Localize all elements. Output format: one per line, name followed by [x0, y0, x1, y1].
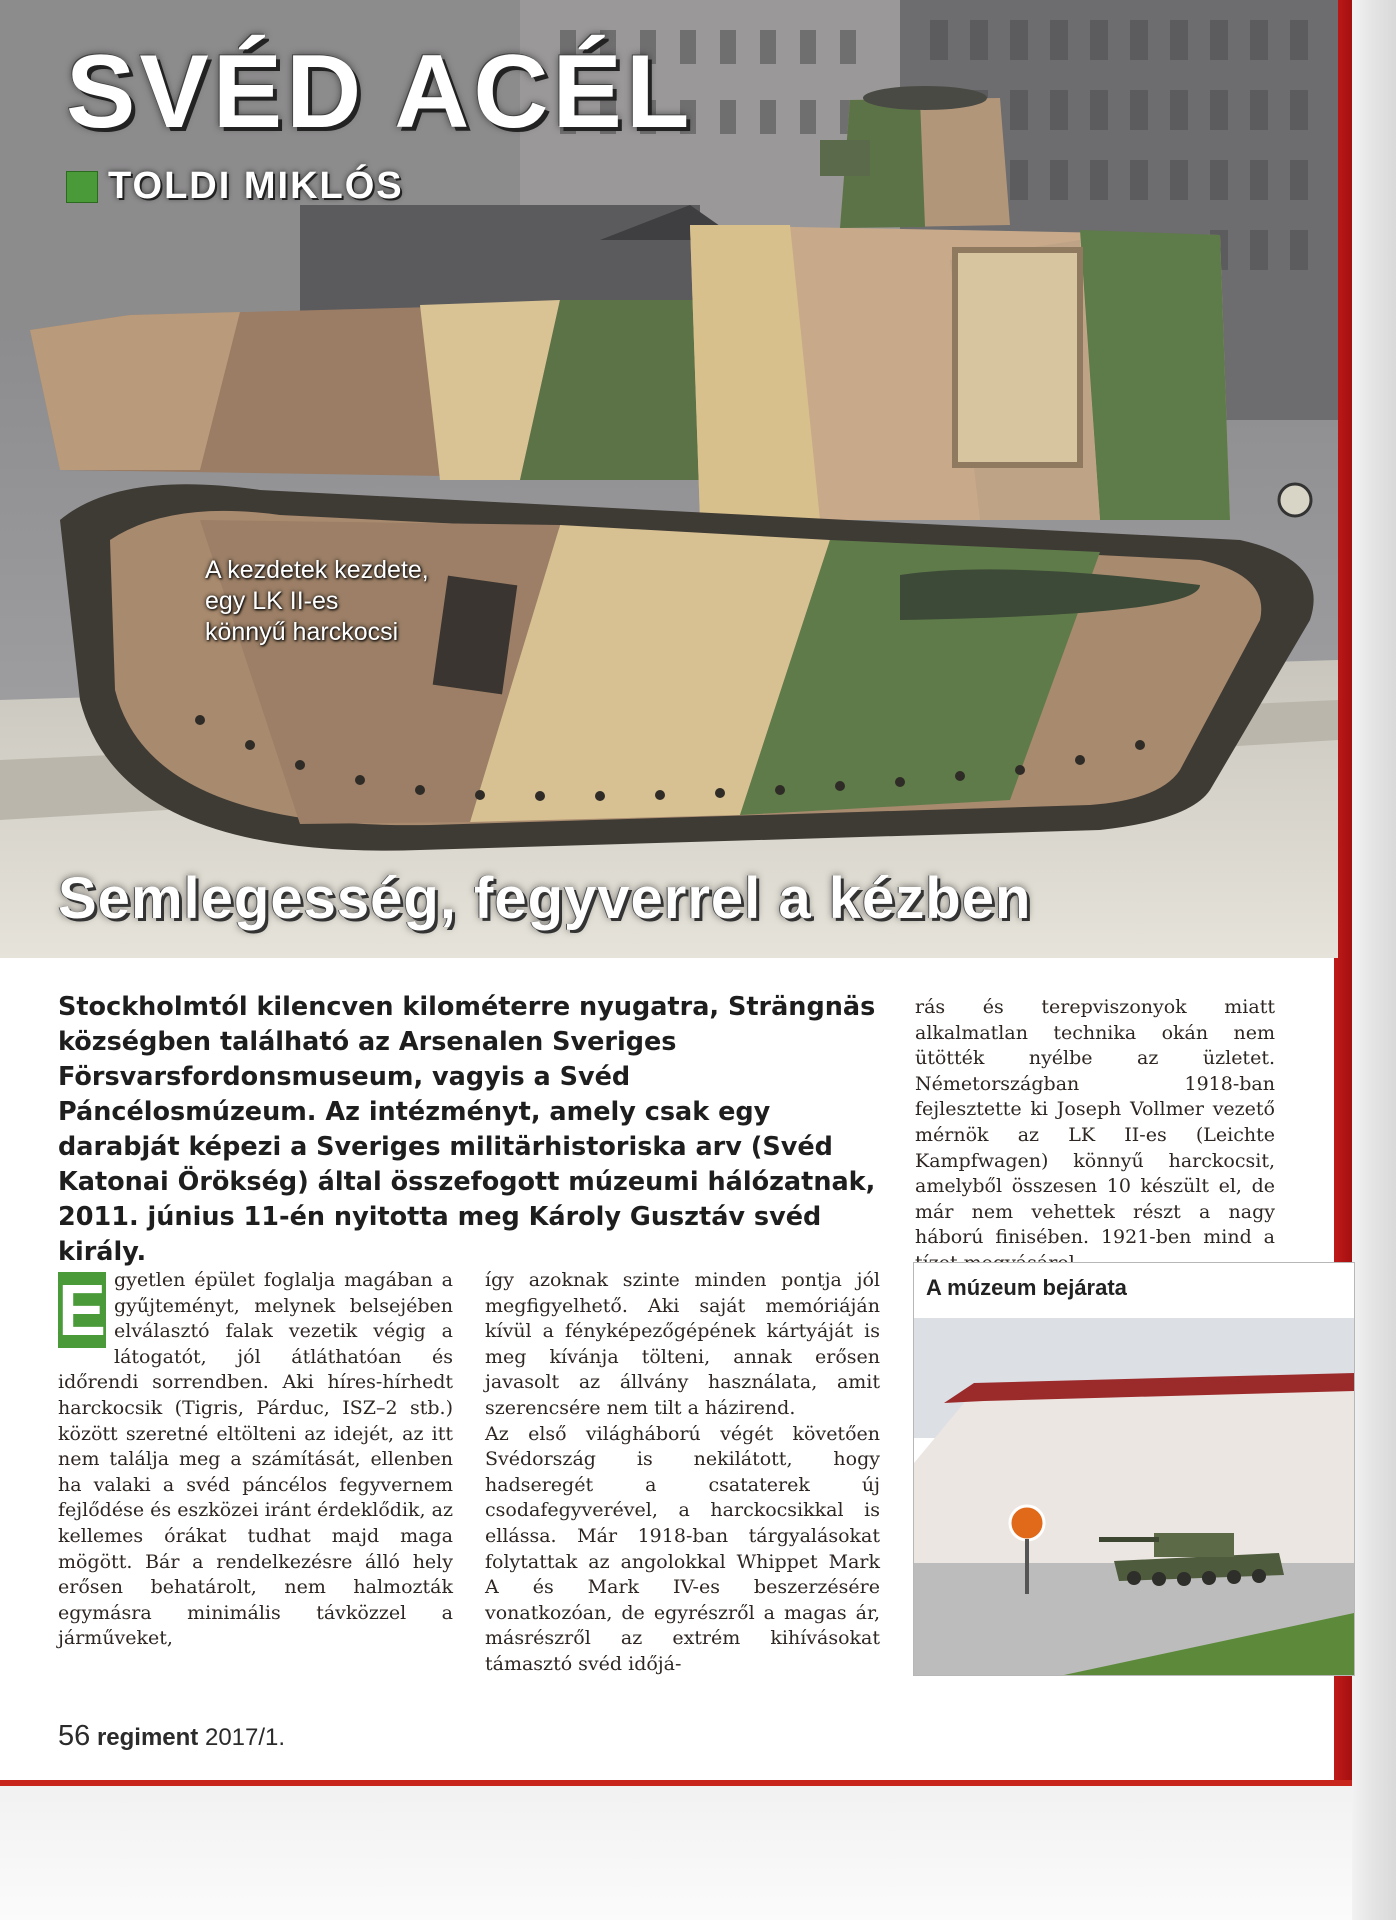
photo-caption: A kezdetek kezdete, egy LK II-es könnyű harckocsi — [205, 556, 429, 646]
body-column-1 — [58, 1268, 453, 1652]
author-marker-square — [66, 171, 98, 203]
museum-entrance-photo — [913, 1262, 1355, 1676]
inset-photo-title: A múzeum bejárata — [926, 1275, 1127, 1300]
page-number: 56 — [58, 1720, 91, 1752]
body-column-2-paragraph-2: Az első világháború végét követően Svédország is nekilátott, hogy hadseregét a csataterek új csodafegyverével, a harckocsikkal is ellássa. Már 1918-ban tárgyalásokat folytattak az angolokkal Whippet Mark A és Mark IV-es beszerzésére vonatkozóan, de egyrészről a magas ár, másrészről az extrém kihívásokat támasztó svéd időjá- — [485, 1422, 880, 1675]
author-name: TOLDI MIKLÓS — [108, 165, 404, 207]
page-footer — [58, 1720, 285, 1753]
lead-paragraph: Stockholmtól kilencven kilométerre nyugatra, Strängnäs községben található az Arsenalen Sveriges Försvarsfordonsmuseum, vagyis a Svéd Páncélosmúzeum. Az intézményt, amely csak egy darabját képezi a Sveriges militärhistoriska arv (Svéd Katonai Örökség) által összefogott múzeumi hálózatnak, 2011. június 11-én nyitotta meg Károly Gusztáv svéd király. — [58, 992, 876, 1267]
body-column-2 — [485, 1268, 880, 1678]
author-line — [66, 165, 404, 208]
body-column-1-text: gyetlen épület foglalja magában a gyűjteményt, melynek belsejében elválasztó falak vezetik végig a látogatót, jól átláthatóan és időrendi sorrendben. Aki híres-hírhedt harckocsik (Tigris, Párduc, ISZ–2 stb.) között szeretné eltölteni az idejét, az itt nem találja meg a számítását, ellenben ha valaki a svéd páncélos fegyvernem fejlődése és eszközei iránt érdeklődik, az kellemes órákat tudhat majd maga mögött. Bár a rendelkezésre álló hely erősen behatárolt, nem halmozták egymásra minimális távközzel a járműveket, — [58, 1269, 453, 1650]
magazine-name: regiment — [96, 1724, 199, 1751]
facing-page-edge — [1352, 0, 1396, 1920]
body-column-2-paragraph-1: így azoknak szinte minden pontja jól megfigyelhető. Aki saját memóriáján kívül a fényképezőgépének kártyáját is meg kívánja tölteni, annak erősen javasolt az állvány használata, amit szerencsére nem tilt a házirend. — [485, 1269, 880, 1419]
page-bottom-margin — [0, 1780, 1352, 1920]
subheadline: Semlegesség, fegyverrel a kézben — [58, 866, 1032, 931]
body-column-3: rás és terepviszonyok miatt alkalmatlan technika okán nem ütötték nyélbe az üzletet. Németországban 1918-ban fejlesztette ki Joseph Vollmer vezető mérnök az LK II-es (Leichte Kampfwagen) könnyű harckocsit, amelyből összesen 10 készült el, de már nem vehettek részt a nagy háború finisében. 1921-ben mind a — [915, 996, 1275, 1249]
museum-entrance-illustration — [914, 1263, 1354, 1675]
issue-number: 2017/1. — [204, 1724, 286, 1751]
headline: SVÉD ACÉL — [66, 34, 694, 150]
drop-cap: E — [58, 1271, 107, 1351]
